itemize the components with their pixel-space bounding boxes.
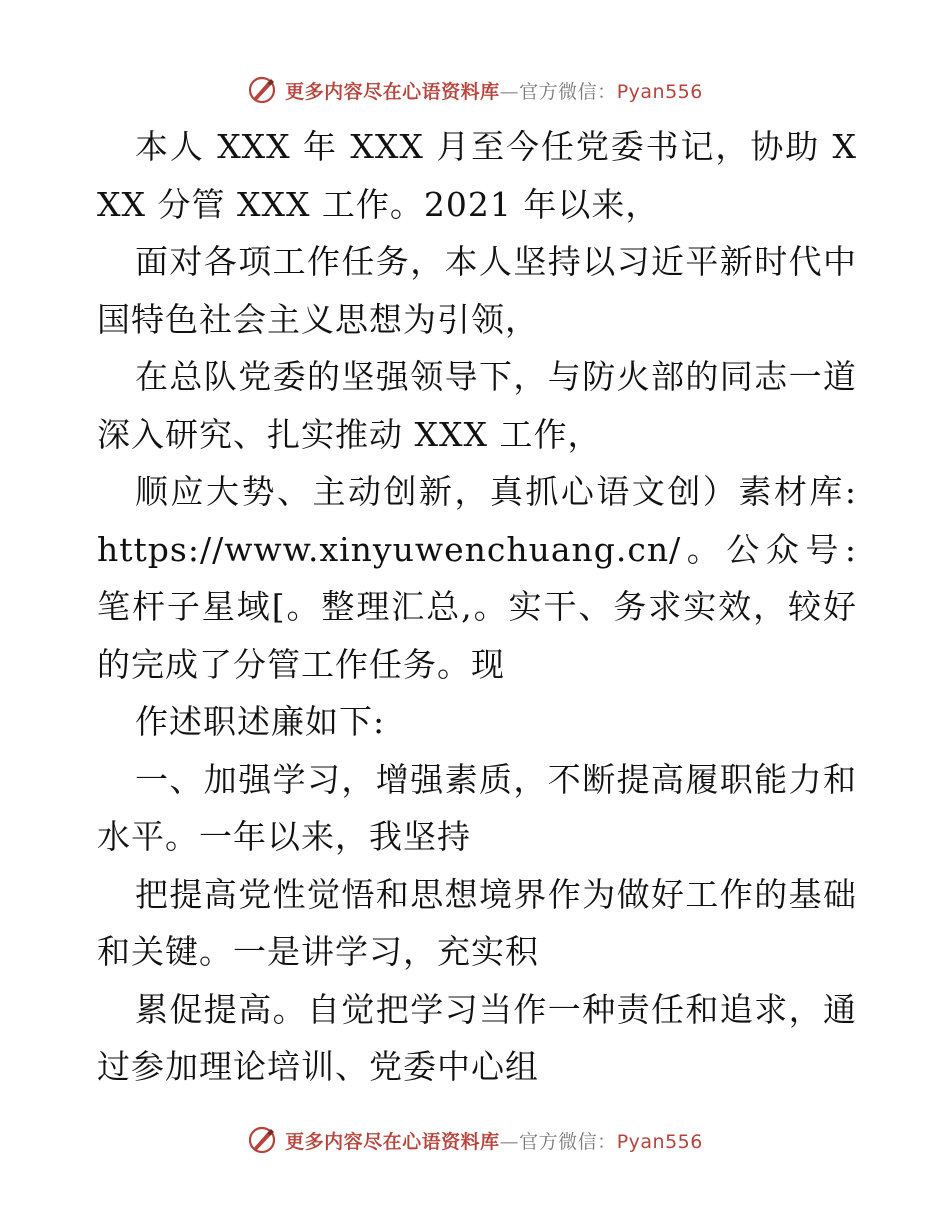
pen-in-circle-icon [247, 75, 277, 105]
footer-wechat-id: Pyan556 [616, 1130, 703, 1153]
paragraph: 面对各项工作任务，本人坚持以习近平新时代中国特色社会主义思想为引领， [97, 242, 857, 339]
paragraph: 把提高党性觉悟和思想境界作为做好工作的基础和关键。一是讲学习，充实积 [97, 874, 857, 971]
paragraph: 累促提高。自觉把学习当作一种责任和追求，通过参加理论培训、党委中心组 [97, 989, 857, 1086]
footer-dash: — [499, 1130, 520, 1153]
body-text [97, 118, 857, 1096]
footer-banner-text [285, 1127, 703, 1154]
paragraph: 作述职述廉如下: [135, 702, 386, 741]
paragraph: 本人 XXX 年 XXX 月至今任党委书记，协助 XXX 分管 XXX 工作。2021 年以来， [97, 127, 857, 224]
paragraph: 一、加强学习，增强素质，不断提高履职能力和水平。一年以来，我坚持 [97, 759, 857, 856]
footer-brand: 更多内容尽在心语资料库 [285, 1130, 500, 1153]
header-wechat-label: 官方微信： [519, 80, 617, 103]
header-banner [0, 70, 950, 110]
header-banner-text [285, 77, 703, 104]
paragraph: 顺应大势、主动创新，真抓心语文创）素材库: https://www.xinyuwenchuang.cn/。公众号: 笔杆子星域[。整理汇总,。实干、务求实效，较好的完成了分管工作任务。现 [97, 472, 857, 684]
footer-wechat-label: 官方微信： [519, 1130, 617, 1153]
footer-banner [0, 1120, 950, 1160]
paragraph: 在总队党委的坚强领导下，与防火部的同志一道深入研究、扎实推动 XXX 工作， [97, 357, 857, 454]
header-wechat-id: Pyan556 [616, 80, 703, 103]
header-brand: 更多内容尽在心语资料库 [285, 80, 500, 103]
header-dash: — [499, 80, 520, 103]
pen-in-circle-icon [247, 1125, 277, 1155]
